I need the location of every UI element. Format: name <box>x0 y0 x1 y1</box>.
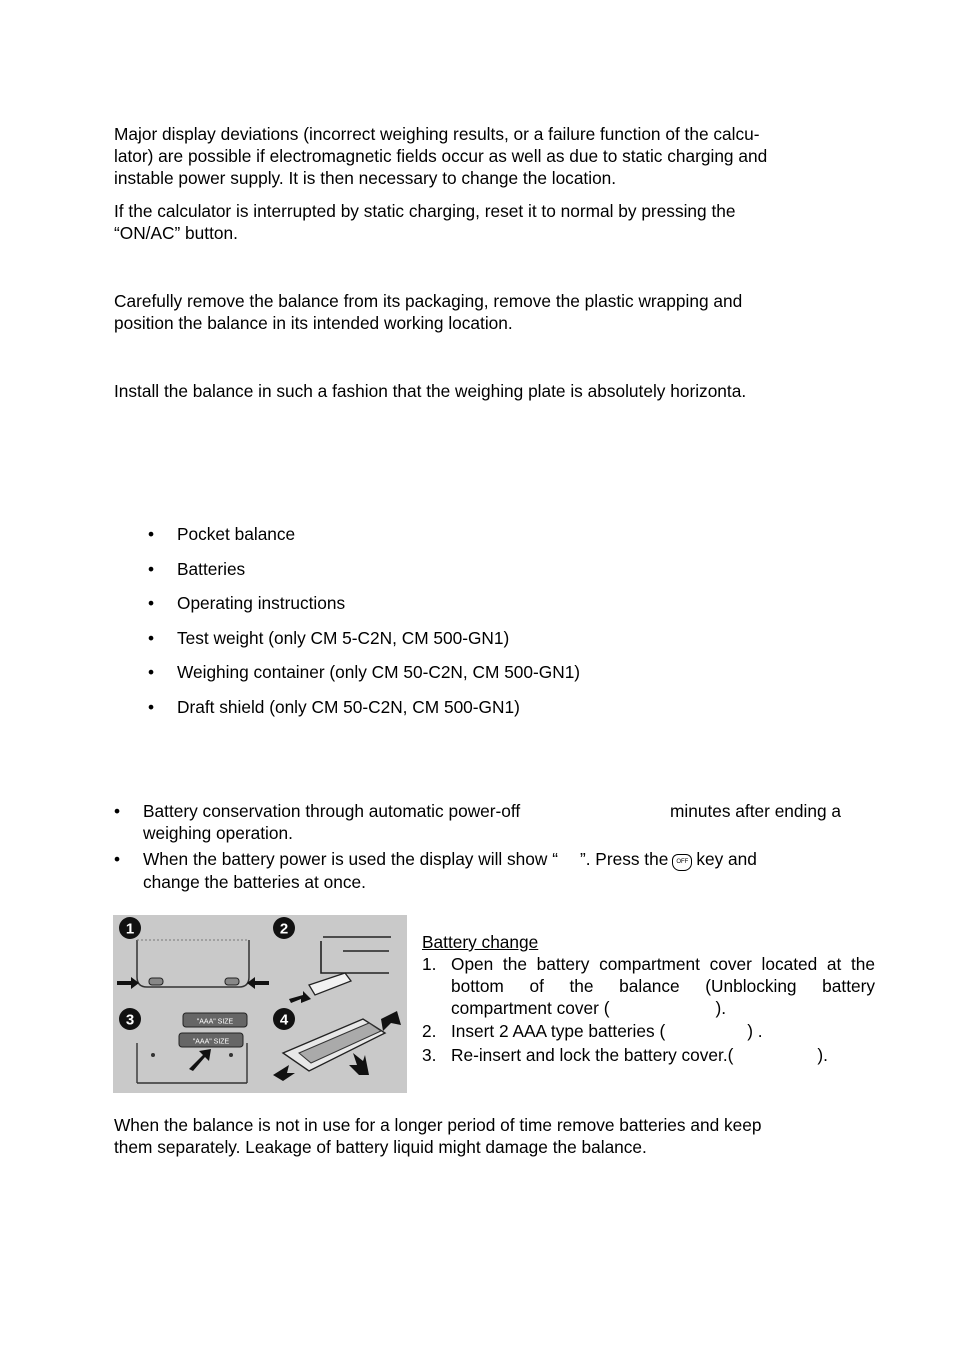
list-item: • Operating instructions <box>148 593 346 614</box>
bullet-icon: • <box>148 524 155 544</box>
bullet-icon: • <box>148 662 155 683</box>
battery-label: "AAA" SIZE <box>192 1038 230 1046</box>
step-3-badge: 3 <box>125 1011 135 1029</box>
text-line: Carefully remove the balance from its packaging, remove the plastic wrapping and <box>114 291 743 311</box>
paragraph-installation: Install the balance in such a fashion that the weighing plate is absolutely horizonta. <box>114 381 747 401</box>
paragraph-unpacking <box>114 290 841 334</box>
list-item: 2. Insert 2 AAA type batteries ( ) . <box>422 1021 763 1041</box>
text-line: When the balance is not in use for a longer period of time remove batteries and keep <box>114 1115 762 1135</box>
text-line: position the balance in its intended working location. <box>114 313 513 333</box>
bullet-icon: • <box>148 696 155 717</box>
step-1-badge: 1 <box>125 920 135 938</box>
text-line: instable power supply. It is then necessary to change the location. <box>114 168 617 188</box>
paragraph-display-deviations <box>114 123 841 189</box>
bullet-icon: • <box>148 593 155 614</box>
text-line: lator) are possible if electromagnetic fields occur as well as due to static charging and <box>114 146 768 166</box>
bullet-icon: • <box>114 801 121 821</box>
feature-low-battery-line1: When the battery power is used the display will show “ ”. Press the OFF key and <box>143 849 757 869</box>
battery-change-illustration <box>113 915 407 1093</box>
scope-of-delivery-list <box>148 523 748 731</box>
bullet-icon: • <box>148 627 155 648</box>
features-list <box>114 800 841 893</box>
text-line: weighing operation. <box>143 823 293 843</box>
step-4-badge: 4 <box>279 1011 289 1029</box>
battery-change-steps <box>422 953 875 1066</box>
list-item: • Batteries <box>148 558 246 579</box>
list-item: • Pocket balance <box>148 524 296 544</box>
list-item <box>114 848 841 893</box>
bullet-icon: • <box>114 849 121 869</box>
bullet-icon: • <box>148 558 155 579</box>
feature-auto-off-line1: Battery conservation through automatic power-off minutes after ending a <box>143 801 841 821</box>
list-item: • Weighing container (only CM 50-C2N, CM 500-GN1) <box>148 662 581 683</box>
paragraph-battery-storage <box>114 1114 841 1158</box>
list-item: • Draft shield (only CM 50-C2N, CM 500-GN1) <box>148 696 520 717</box>
battery-change-title: Battery change <box>422 932 539 952</box>
list-item <box>114 800 841 844</box>
list-item: • Test weight (only CM 5-C2N, CM 500-GN1) <box>148 627 510 648</box>
list-item: 3. Re-insert and lock the battery cover.( ). <box>422 1045 828 1065</box>
text-line: change the batteries at once. <box>143 872 366 892</box>
list-item: 1. Open the battery compartment cover located at the bottom of the balance (Unblocking battery compartment cover ( ). <box>422 954 875 1018</box>
text-line: Major display deviations (incorrect weighing results, or a failure function of the calcu- <box>114 124 760 144</box>
battery-label: "AAA" SIZE <box>196 1018 234 1026</box>
battery-change-section <box>422 931 875 1066</box>
text-line: them separately. Leakage of battery liquid might damage the balance. <box>114 1137 647 1157</box>
off-key-icon: OFF <box>672 854 692 871</box>
text-line: “ON/AC” button. <box>114 223 238 243</box>
paragraph-static-reset <box>114 200 841 244</box>
step-2-badge: 2 <box>279 920 289 938</box>
text-line: If the calculator is interrupted by static charging, reset it to normal by pressing the <box>114 201 736 221</box>
